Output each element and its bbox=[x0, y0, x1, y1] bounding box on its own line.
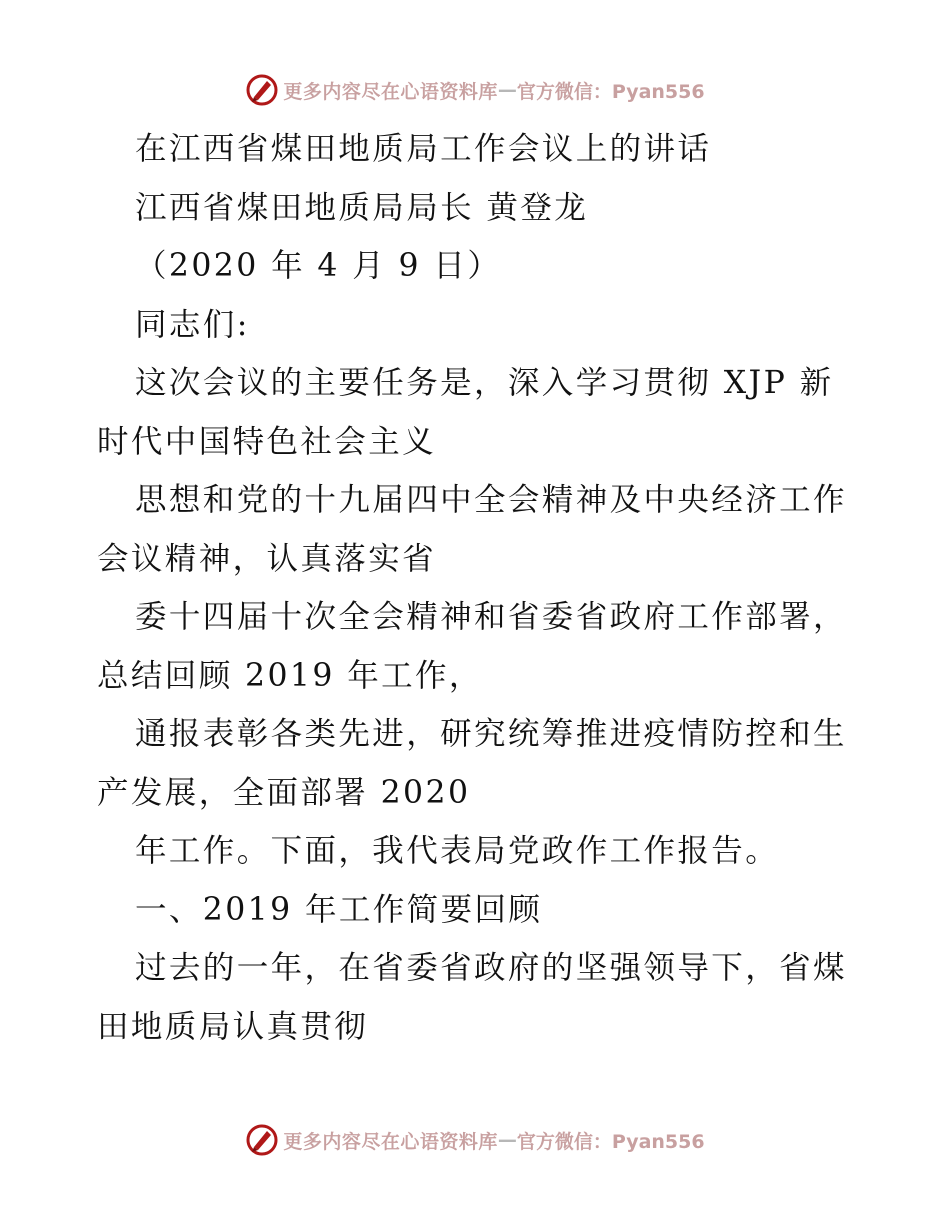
paragraph-line: 通报表彰各类先进，研究统筹推进疫情防控和生 bbox=[135, 716, 847, 752]
banner-text: 更多内容尽在心语资料库 bbox=[283, 1130, 498, 1153]
footer-watermark-banner bbox=[0, 1120, 950, 1160]
banner-contact: 官方微信：Pyan556 bbox=[516, 1130, 705, 1153]
section-heading: 一、2019 年工作简要回顾 bbox=[135, 891, 543, 928]
paragraph-line: 委十四届十次全会精神和省委省政府工作部署， bbox=[135, 599, 847, 635]
document-body bbox=[97, 120, 857, 1056]
paragraph-line: 思想和党的十九届四中全会精神及中央经济工作 bbox=[135, 482, 847, 518]
speaker-line: 江西省煤田地质局局长 黄登龙 bbox=[135, 189, 589, 226]
paragraph-line: 这次会议的主要任务是，深入学习贯彻 XJP 新 bbox=[135, 365, 834, 401]
paragraph-line: 田地质局认真贯彻 bbox=[97, 1008, 369, 1045]
paragraph-line: 总结回顾 2019 年工作， bbox=[97, 657, 483, 694]
paragraph-line: 年工作。下面，我代表局党政作工作报告。 bbox=[135, 833, 780, 869]
document-title: 在江西省煤田地质局工作会议上的讲话 bbox=[135, 131, 712, 167]
paragraph-line: 时代中国特色社会主义 bbox=[97, 423, 437, 460]
banner-dash: — bbox=[497, 1129, 517, 1151]
banner-contact: 官方微信：Pyan556 bbox=[516, 80, 705, 103]
salutation: 同志们: bbox=[135, 306, 250, 343]
pen-nib-logo-icon bbox=[245, 73, 279, 107]
pen-nib-logo-icon bbox=[245, 1123, 279, 1157]
banner-text: 更多内容尽在心语资料库 bbox=[283, 80, 498, 103]
header-watermark-banner bbox=[0, 70, 950, 110]
paragraph-line: 会议精神，认真落实省 bbox=[97, 540, 437, 577]
paragraph-line: 过去的一年，在省委省政府的坚强领导下，省煤 bbox=[135, 950, 847, 986]
date-line: （2020 年 4 月 9 日） bbox=[135, 248, 502, 284]
paragraph-line: 产发展，全面部署 2020 bbox=[97, 774, 471, 811]
banner-dash: — bbox=[497, 79, 517, 101]
